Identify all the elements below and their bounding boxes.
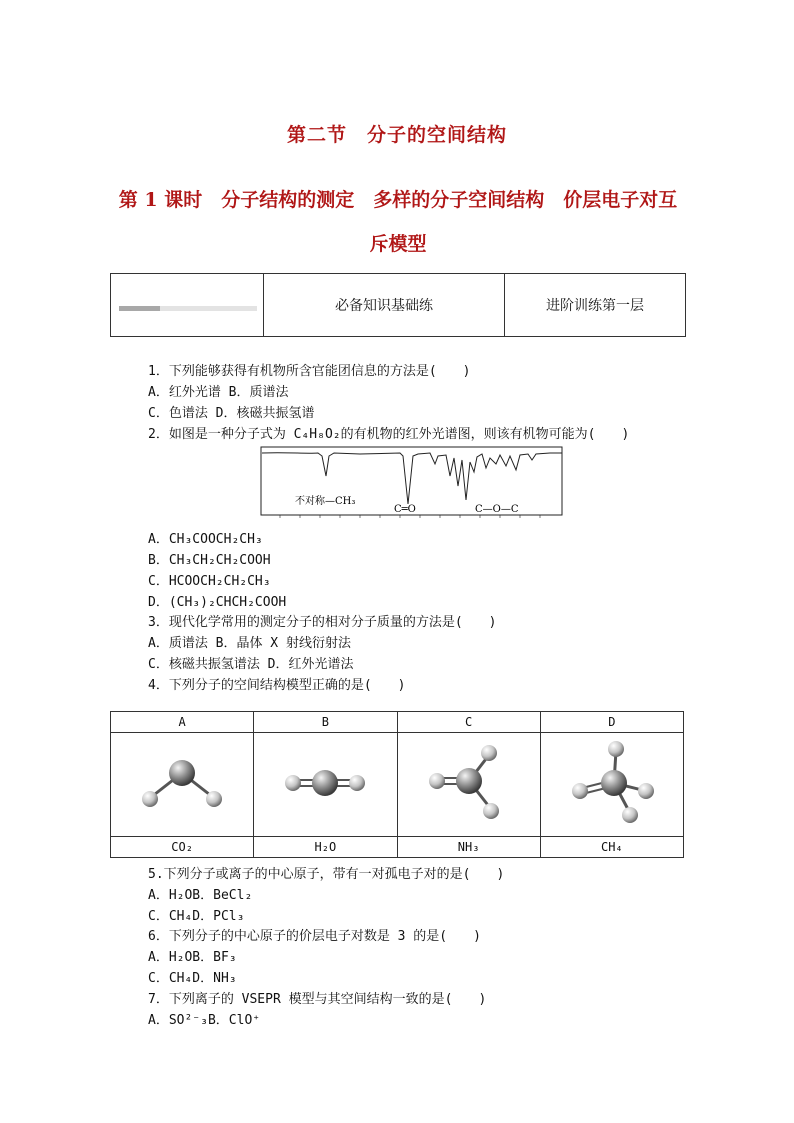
bent-molecule-icon [112, 733, 252, 833]
tetrahedral-molecule-icon [542, 733, 682, 833]
question-6-options-ab: A．H₂OB．BF₃ [148, 950, 237, 965]
question-2-option-c: C．HCOOCH₂CH₂CH₃ [148, 574, 271, 589]
progress-fill [119, 306, 160, 311]
formula-c: NH₃ [397, 837, 540, 858]
option-d-header: D [540, 712, 683, 733]
question-6-options-cd: C．CH₄D．NH₃ [148, 971, 237, 986]
question-1-options-ab: A．红外光谱 B．质谱法 [148, 385, 289, 400]
section-header-table [110, 273, 686, 337]
model-c-trigonal [397, 733, 540, 837]
header-advanced-level: 进阶训练第一层 [546, 298, 644, 314]
question-3-options-ab: A．质谱法 B．晶体 X 射线衍射法 [148, 636, 351, 651]
question-5-options-cd: C．CH₄D．PCl₃ [148, 909, 245, 924]
question-1: 1．下列能够获得有机物所含官能团信息的方法是( ) [148, 364, 471, 379]
question-1-options-cd: C．色谱法 D．核磁共振氢谱 [148, 406, 315, 421]
ir-spectrum-chart [260, 446, 564, 518]
question-5: 5.下列分子或离子的中心原子，带有一对孤电子对的是( ) [148, 867, 505, 882]
question-3-options-cd: C．核磁共振氢谱法 D．红外光谱法 [148, 657, 354, 672]
question-6: 6．下列分子的中心原子的价层电子对数是 3 的是( ) [148, 929, 481, 944]
question-7-options-ab: A．SO²⁻₃B．ClO⁺ [148, 1013, 261, 1028]
formula-a: CO₂ [111, 837, 254, 858]
model-d-tetrahedral [540, 733, 683, 837]
progress-cell [111, 274, 264, 336]
formula-b: H₂O [254, 837, 397, 858]
header-basic-practice: 必备知识基础练 [264, 274, 505, 336]
option-b-header: B [254, 712, 397, 733]
question-2-option-b: B．CH₃CH₂CH₂COOH [148, 553, 271, 568]
progress-bar [119, 306, 257, 311]
formula-d: CH₄ [540, 837, 683, 858]
spectrum-label-coc: C—O—C [475, 504, 519, 515]
section-title: 第二节 分子的空间结构 [286, 124, 507, 146]
trigonal-molecule-icon [399, 733, 539, 833]
question-2-option-d: D．(CH₃)₂CHCH₂COOH [148, 595, 287, 610]
question-3: 3．现代化学常用的测定分子的相对分子质量的方法是( ) [148, 615, 497, 630]
lesson-title: 第 1 课时 分子结构的测定 多样的分子空间结构 价层电子对互斥模型 [118, 189, 678, 255]
question-5-options-ab: A．H₂OB．BeCl₂ [148, 888, 253, 903]
option-c-header: C [397, 712, 540, 733]
spectrum-label-co: C═O [394, 504, 416, 515]
question-4: 4．下列分子的空间结构模型正确的是( ) [148, 678, 406, 693]
model-b-linear [254, 733, 397, 837]
structure-model-table [110, 711, 684, 858]
question-2-option-a: A．CH₃COOCH₂CH₃ [148, 532, 263, 547]
spectrum-label-ch3: 不对称—CH₃ [295, 496, 356, 507]
model-a-bent [111, 733, 254, 837]
question-7: 7．下列离子的 VSEPR 模型与其空间结构一致的是( ) [148, 992, 487, 1007]
question-2: 2．如图是一种分子式为 C₄H₈O₂的有机物的红外光谱图，则该有机物可能为( ) [148, 427, 630, 442]
linear-molecule-icon [255, 733, 395, 833]
option-a-header: A [111, 712, 254, 733]
